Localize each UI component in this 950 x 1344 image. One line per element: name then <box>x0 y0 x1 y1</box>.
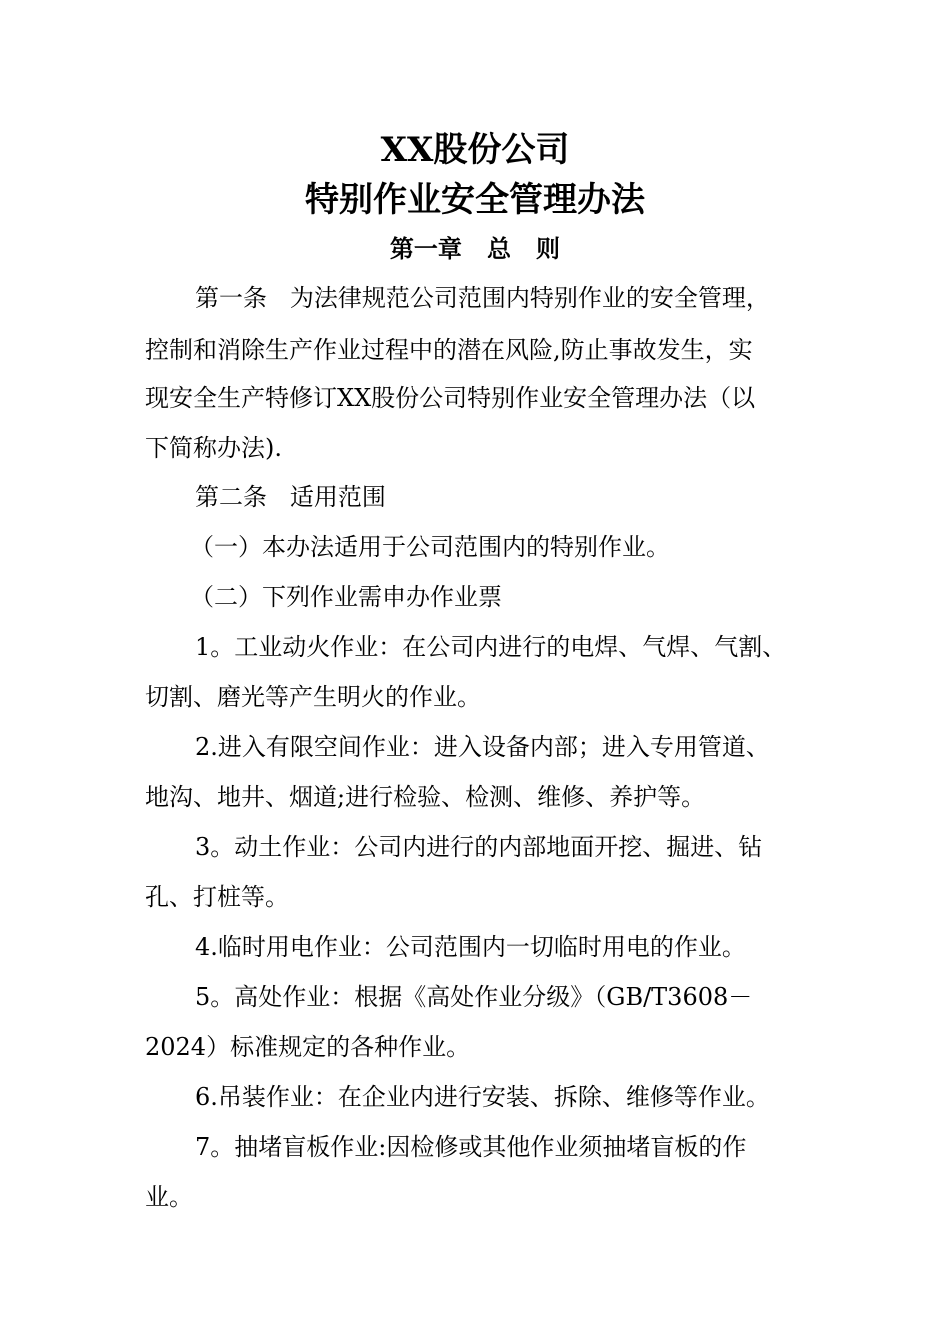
item-7-line-2: 业。 <box>145 1183 193 1211</box>
item-3-line-2: 孔、打桩等。 <box>145 883 289 911</box>
clause-2: （二）下列作业需申办作业票 <box>190 583 502 611</box>
item-5-line-2: 2024）标准规定的各种作业。 <box>145 1033 471 1061</box>
company-title: XX股份公司 <box>380 130 570 170</box>
item-1-line-2: 切割、磨光等产生明火的作业。 <box>145 683 481 711</box>
item-7-line-1: 7。抽堵盲板作业:因检修或其他作业须抽堵盲板的作 <box>195 1133 747 1161</box>
article-1-line-3: 现安全生产特修订XX股份公司特别作业安全管理办法（以 <box>145 384 756 412</box>
item-4: 4.临时用电作业：公司范围内一切临时用电的作业。 <box>195 933 746 961</box>
item-5-line-1: 5。高处作业：根据《高处作业分级》（GB/T3608－ <box>195 983 753 1011</box>
clause-1: （一）本办法适用于公司范围内的特别作业。 <box>190 533 670 561</box>
article-1-line-4: 下简称办法). <box>145 434 282 462</box>
item-2-line-2: 地沟、地井、烟道;进行检验、检测、维修、养护等。 <box>145 783 706 811</box>
chapter-heading: 第一章 总 则 <box>389 234 561 263</box>
document-title: 特别作业安全管理办法 <box>305 180 645 220</box>
item-1-line-1: 1。工业动火作业：在公司内进行的电焊、气焊、气割、 <box>195 633 787 661</box>
item-6: 6.吊装作业：在企业内进行安装、拆除、维修等作业。 <box>195 1083 770 1111</box>
item-2-line-1: 2.进入有限空间作业：进入设备内部；进入专用管道、 <box>195 733 770 761</box>
item-3-line-1: 3。动土作业：公司内进行的内部地面开挖、掘进、钻 <box>195 833 763 861</box>
article-1-line-2: 控制和消除生产作业过程中的潜在风险,防止事故发生，实 <box>145 336 753 364</box>
article-1-line-1: 第一条 为法律规范公司范围内特别作业的安全管理， <box>195 284 770 312</box>
article-2-heading: 第二条 适用范围 <box>195 483 386 511</box>
